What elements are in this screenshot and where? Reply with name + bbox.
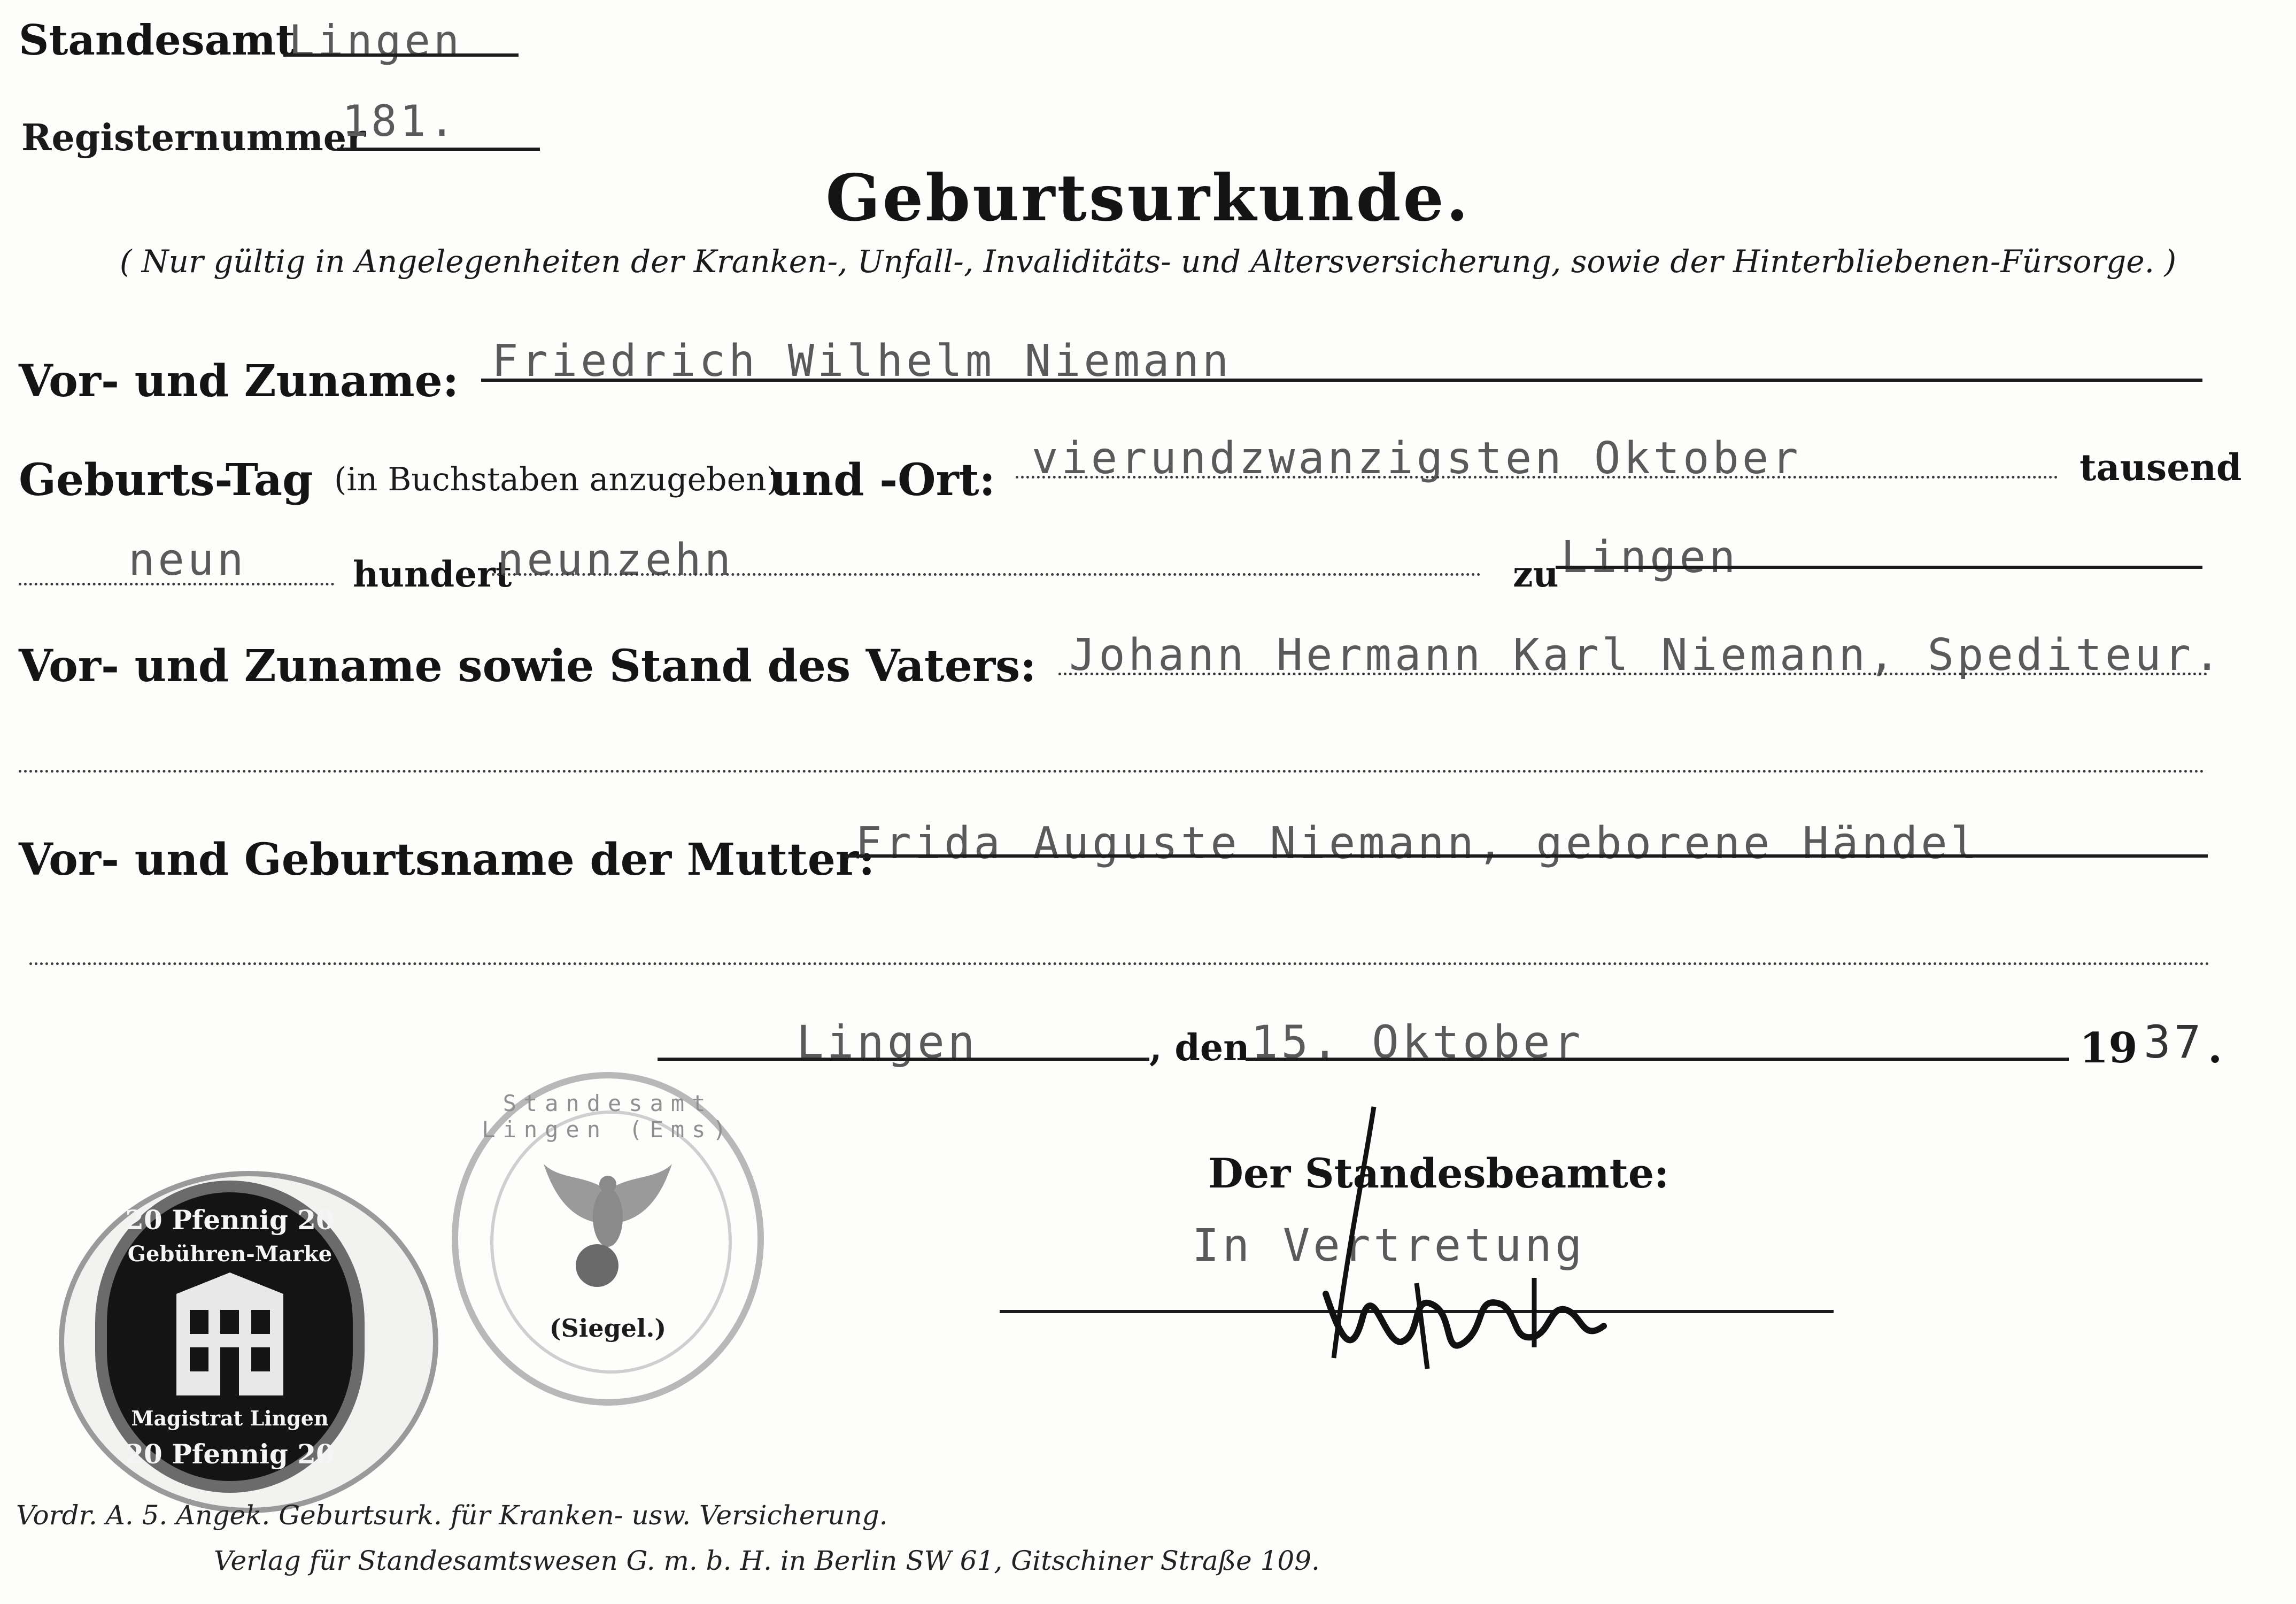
seal-ring-text: Standesamt Lingen (Ems) xyxy=(482,1090,734,1143)
birth-day-rule xyxy=(1016,476,2058,479)
fee-stamp-middle: Gebühren-Marke xyxy=(127,1241,333,1267)
zu-label: zu xyxy=(1513,553,1559,595)
issued-date: 15. Oktober xyxy=(1251,1016,1584,1068)
name-value: Friedrich Wilhelm Niemann xyxy=(492,336,1232,387)
fee-stamp xyxy=(107,1192,353,1481)
register-label: Registernummer xyxy=(21,117,366,159)
birth-label: Geburts-Tag xyxy=(19,454,313,506)
fee-stamp-side: Magistrat Lingen xyxy=(131,1406,329,1430)
tausend-label: tausend xyxy=(2079,446,2242,489)
mother-label: Vor- und Geburtsname der Mutter: xyxy=(19,834,875,885)
fee-stamp-top: 20 Pfennig 20 xyxy=(125,1204,335,1236)
issued-den-label: , den xyxy=(1149,1027,1250,1069)
name-rule xyxy=(481,379,2202,382)
year-hundreds-value: neun xyxy=(128,535,247,585)
mother-rule-2 xyxy=(29,962,2210,965)
document-subtitle: ( Nur gültig in Angelegenheiten der Kranken-, Unfall-, Invaliditäts- und Altersversicherung, sowie der Hinterbliebenen-Fürsorge. ) xyxy=(119,243,2177,280)
father-label: Vor- und Zuname sowie Stand des Vaters: xyxy=(19,641,1037,692)
birth-hint: (in Buchstaben anzugeben) xyxy=(334,461,779,498)
name-label: Vor- und Zuname: xyxy=(19,356,459,407)
register-rule xyxy=(337,148,540,151)
issued-year-prefix: 19 xyxy=(2079,1024,2138,1073)
hundert-label: hundert xyxy=(353,553,512,595)
office-value: Lingen xyxy=(289,16,462,66)
issued-place-rule xyxy=(658,1058,1149,1061)
official-seal xyxy=(452,1072,764,1406)
father-rule xyxy=(1058,673,2208,675)
issued-place: Lingen xyxy=(797,1016,978,1068)
office-label: Standesamt xyxy=(19,16,295,65)
issued-dot: . xyxy=(2208,1024,2223,1073)
father-value: Johann Hermann Karl Niemann, Spediteur. xyxy=(1069,630,2224,681)
handwritten-signature xyxy=(1283,1091,1657,1390)
birth-day-value: vierundzwanzigsten Oktober xyxy=(1032,433,1802,484)
register-value: 181. xyxy=(342,96,458,146)
place-value: Lingen xyxy=(1561,532,1739,583)
year-rest-value: neunzehn xyxy=(497,535,734,585)
issued-date-rule xyxy=(1246,1058,2069,1061)
father-rule-2 xyxy=(19,770,2205,773)
signature-note: In Vertretung xyxy=(1192,1219,1586,1271)
office-rule xyxy=(283,53,519,57)
place-rule xyxy=(1556,566,2202,569)
building-icon xyxy=(171,1273,289,1401)
eagle-icon xyxy=(538,1159,677,1292)
mother-value: Frida Auguste Niemann, geborene Händel xyxy=(855,818,1980,869)
footer-line-1: Vordr. A. 5. Angek. Geburtsurk. für Kranken- usw. Versicherung. xyxy=(16,1500,888,1531)
seal-label: (Siegel.) xyxy=(549,1314,667,1343)
signature-label: Der Standesbeamte: xyxy=(1208,1150,1669,1197)
year-hundreds-rule xyxy=(19,583,334,585)
mother-rule xyxy=(845,854,2208,858)
fee-stamp-bottom: 20 Pfennig 20 xyxy=(125,1438,335,1470)
footer-line-2: Verlag für Standesamtswesen G. m. b. H. in Berlin SW 61, Gitschiner Straße 109. xyxy=(214,1545,1320,1576)
year-rest-rule xyxy=(492,573,1481,576)
issued-year-suffix: 37 xyxy=(2144,1016,2205,1068)
document-title: Geburtsurkunde. xyxy=(825,160,1471,236)
birth-label-2: und -Ort: xyxy=(770,454,995,506)
